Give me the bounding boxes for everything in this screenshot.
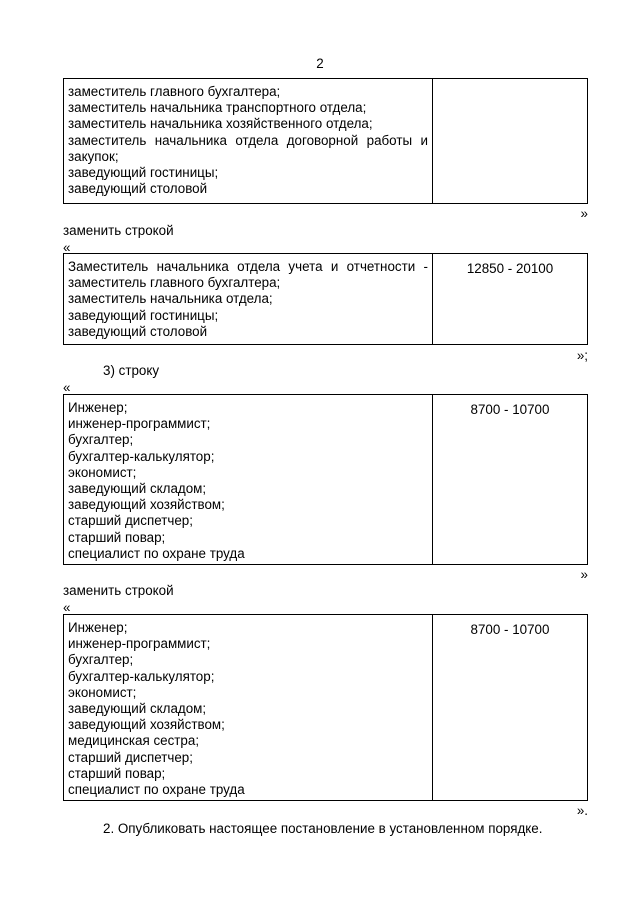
opening-quote: « <box>63 600 71 615</box>
table-new-deputy-rows <box>63 253 588 345</box>
table-cell-salary: 8700 - 10700 <box>470 402 550 417</box>
closing-quote: ». <box>576 803 588 818</box>
table-line: заместитель начальника отдела; <box>68 291 273 307</box>
table-line: экономист; <box>68 684 137 700</box>
table-line: инженер-программист; <box>68 636 211 652</box>
table-old-deputy-rows <box>63 78 588 204</box>
page-number: 2 <box>316 56 324 71</box>
replace-label: заменить строкой <box>63 583 174 598</box>
table-line: заместитель главного бухгалтера; <box>68 275 281 291</box>
table-line: старший диспетчер; <box>68 513 193 529</box>
table-line: экономист; <box>68 464 137 480</box>
table-line: заведующий складом; <box>68 481 207 497</box>
table-line: заведующий гостиницы; <box>68 307 219 323</box>
table-line: заведующий столовой <box>68 323 208 339</box>
table-line: старший диспетчер; <box>68 749 193 765</box>
table-line: Инженер; <box>68 620 128 635</box>
table-line: заместитель главного бухгалтера; <box>68 84 281 99</box>
table-cell-salary: 12850 - 20100 <box>466 261 554 276</box>
table-line: инженер-программист; <box>68 416 211 432</box>
table-line: старший повар; <box>68 529 166 545</box>
table-cell-salary: 8700 - 10700 <box>470 622 550 637</box>
table-line: закупок; <box>68 148 119 164</box>
closing-quote: » <box>580 206 588 221</box>
opening-quote: « <box>63 380 71 395</box>
table-line: специалист по охране труда <box>68 545 245 561</box>
table-line: медицинская сестра; <box>68 733 200 749</box>
table-line: Заместитель начальника отдела учета и отчетности - <box>68 259 428 274</box>
item-3-label: 3) строку <box>103 363 160 378</box>
table-line: бухгалтер-калькулятор; <box>68 668 215 684</box>
table-old-engineer-rows <box>63 394 588 565</box>
table-line: заведующий хозяйством; <box>68 497 225 513</box>
replace-label: заменить строкой <box>63 223 174 238</box>
table-cell-positions <box>64 615 433 800</box>
table-line: старший повар; <box>68 765 166 781</box>
table-line: заместитель начальника отдела договорной работы и <box>68 132 428 148</box>
table-line: бухгалтер; <box>68 652 134 668</box>
table-line: специалист по охране труда <box>68 782 245 798</box>
closing-quote: »; <box>576 348 588 363</box>
table-line: заведующий столовой <box>68 181 208 197</box>
table-line: заведующий складом; <box>68 701 207 717</box>
table-line: бухгалтер-калькулятор; <box>68 448 215 464</box>
closing-quote: » <box>580 567 588 582</box>
table-line: заместитель начальника хозяйственного отдела; <box>68 116 373 132</box>
table-cell-salary <box>433 79 587 203</box>
table-line: Инженер; <box>68 400 128 415</box>
table-cell-positions <box>64 254 433 344</box>
table-line: бухгалтер; <box>68 432 134 448</box>
table-cell-positions <box>64 395 433 564</box>
opening-quote: « <box>63 240 71 255</box>
final-paragraph: 2. Опубликовать настоящее постановление в установленном порядке. <box>103 821 543 836</box>
table-new-engineer-rows <box>63 614 588 801</box>
table-line: заместитель начальника транспортного отдела; <box>68 100 367 116</box>
table-line: заведующий гостиницы; <box>68 165 219 181</box>
table-cell-positions <box>64 79 433 203</box>
table-line: заведующий хозяйством; <box>68 717 225 733</box>
